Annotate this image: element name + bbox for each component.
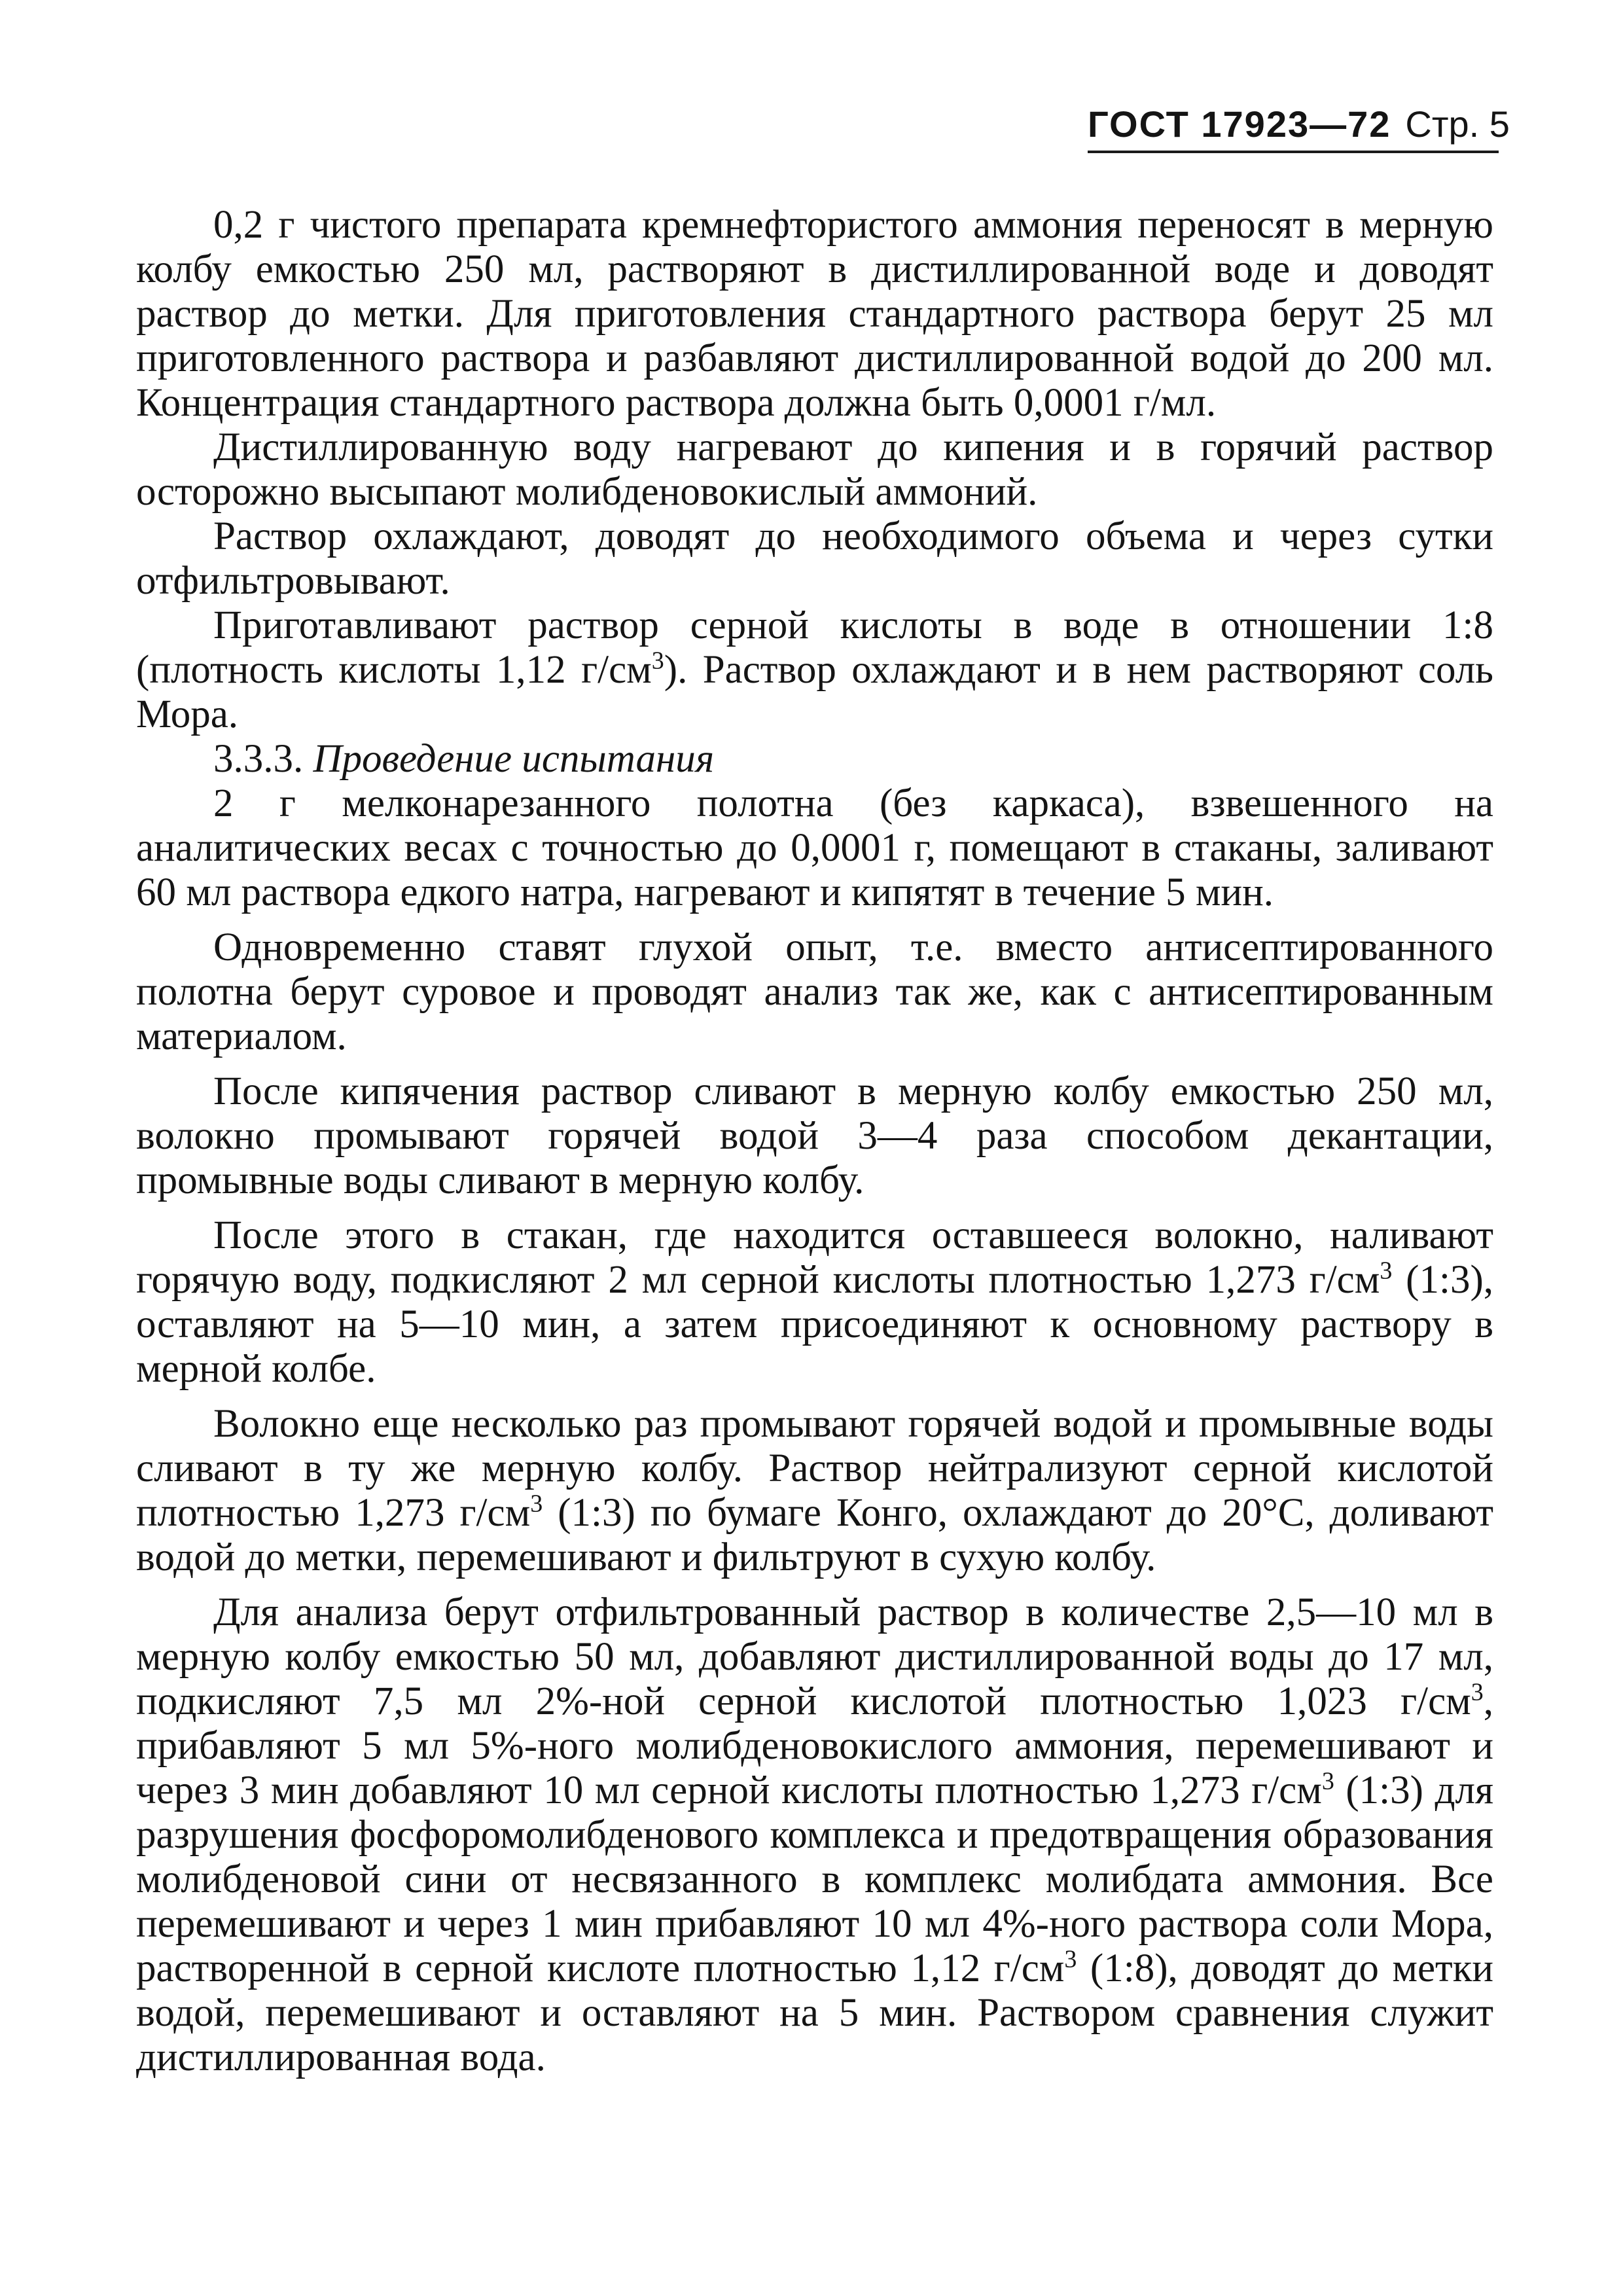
text-run: Раствор охлаждают, доводят до необходимого объема и через сутки отфильтровывают.: [136, 514, 1493, 603]
body-text: [136, 203, 1493, 2080]
superscript: 3: [530, 1490, 543, 1518]
superscript: 3: [1471, 1678, 1484, 1706]
section-number: 3.3.3.: [213, 737, 313, 781]
paragraph-standard-solution: [136, 203, 1493, 425]
superscript: 3: [1064, 1945, 1077, 1973]
superscript: 3: [1321, 1767, 1334, 1795]
paragraph-neutralize: [136, 1402, 1493, 1580]
text-run: (1:3) для разрушения фосфоромолибденового комплекса и предотвращения образования молибденовой сини от несвязанного в комплекс молибдата аммония. Все перемешивают и через 1 мин прибавляют 10 мл 4%-ного раствора соли Мора, растворенной в серной кислоте плотностью 1,12 г/см: [136, 1768, 1493, 1990]
running-header: [1088, 98, 1510, 153]
paragraph-sulfuric-acid: [136, 603, 1493, 737]
superscript: 3: [651, 647, 664, 675]
text-run: Приготавливают раствор серной кислоты в воде в отношении 1:8 (плотность кислоты 1,12 г/см: [136, 603, 1493, 692]
section-heading: [136, 737, 1493, 781]
text-run: После этого в стакан, где находится оставшееся волокно, наливают горячую воду, подкисляют 2 мл серной кислоты плотностью 1,273 г/см: [136, 1213, 1493, 1302]
text-run: 0,2 г чистого препарата кремнефтористого аммония переносят в мерную колбу емкостью 250 мл, растворяют в дистиллированной воде и доводят раствор до метки. Для приготовления стандартного раствора берут 25 мл приготовленного раствора и разбавляют дистиллированной водой до 200 мл. Концентрация стандартного раствора должна быть 0,0001 г/мл.: [136, 203, 1493, 425]
paragraph-distilled-water: [136, 425, 1493, 514]
superscript: 3: [1380, 1257, 1393, 1285]
paragraph-sample-prep: [136, 781, 1493, 915]
standard-number: ГОСТ 17923—72: [1088, 103, 1391, 145]
paragraph-blank-test: [136, 925, 1493, 1059]
text-run: , прибавляют 5 мл 5%-ного молибденовокислого аммония, перемешивают и через 3 мин добавляют 10 мл серной кислоты плотностью 1,273 г/см: [136, 1679, 1493, 1812]
text-run: (1:8), доводят до метки водой, перемешивают и оставляют на 5 мин. Раствором сравнения служит дистиллированная вода.: [136, 1946, 1493, 2079]
text-run: Одновременно ставят глухой опыт, т.е. вместо антисептированного полотна берут суровое и проводят анализ так же, как с антисептированным материалом.: [136, 925, 1493, 1058]
page-number: Стр. 5: [1405, 103, 1510, 145]
text-run: (1:3) по бумаге Конго, охлаждают до 20°С, доливают водой до метки, перемешивают и фильтруют в сухую колбу.: [136, 1491, 1493, 1579]
paragraph-acidify: [136, 1213, 1493, 1391]
text-run: 2 г мелконарезанного полотна (без каркаса), взвешенного на аналитических весах с точностью до 0,0001 г, помещают в стаканы, заливают 60 мл раствора едкого натра, нагревают и кипятят в течение 5 мин.: [136, 781, 1493, 914]
paragraph-cooling: [136, 514, 1493, 603]
paragraph-analysis: [136, 1590, 1493, 2080]
text-run: ). Раствор охлаждают и в нем растворяют соль Мора.: [136, 648, 1493, 736]
text-run: Дистиллированную воду нагревают до кипения и в горячий раствор осторожно высыпают молибденовокислый аммоний.: [136, 425, 1493, 514]
text-run: После кипячения раствор сливают в мерную колбу емкостью 250 мл, волокно промывают горячей водой 3—4 раза способом декантации, промывные воды сливают в мерную колбу.: [136, 1069, 1493, 1202]
paragraph-after-boiling: [136, 1069, 1493, 1203]
text-run: (1:3), оставляют на 5—10 мин, а затем присоединяют к основному раствору в мерной колбе.: [136, 1258, 1494, 1391]
text-run: Волокно еще несколько раз промывают горячей водой и промывные воды сливают в ту же мерную колбу. Раствор нейтрализуют серной кислотой плотностью 1,273 г/см: [136, 1402, 1493, 1535]
text-run: Для анализа берут отфильтрованный раствор в количестве 2,5—10 мл в мерную колбу емкостью 50 мл, добавляют дистиллированной воды до 17 мл, подкисляют 7,5 мл 2%-ной серной кислотой плотностью 1,023 г/см: [136, 1590, 1493, 1723]
section-title: Проведение испытания: [313, 737, 715, 781]
